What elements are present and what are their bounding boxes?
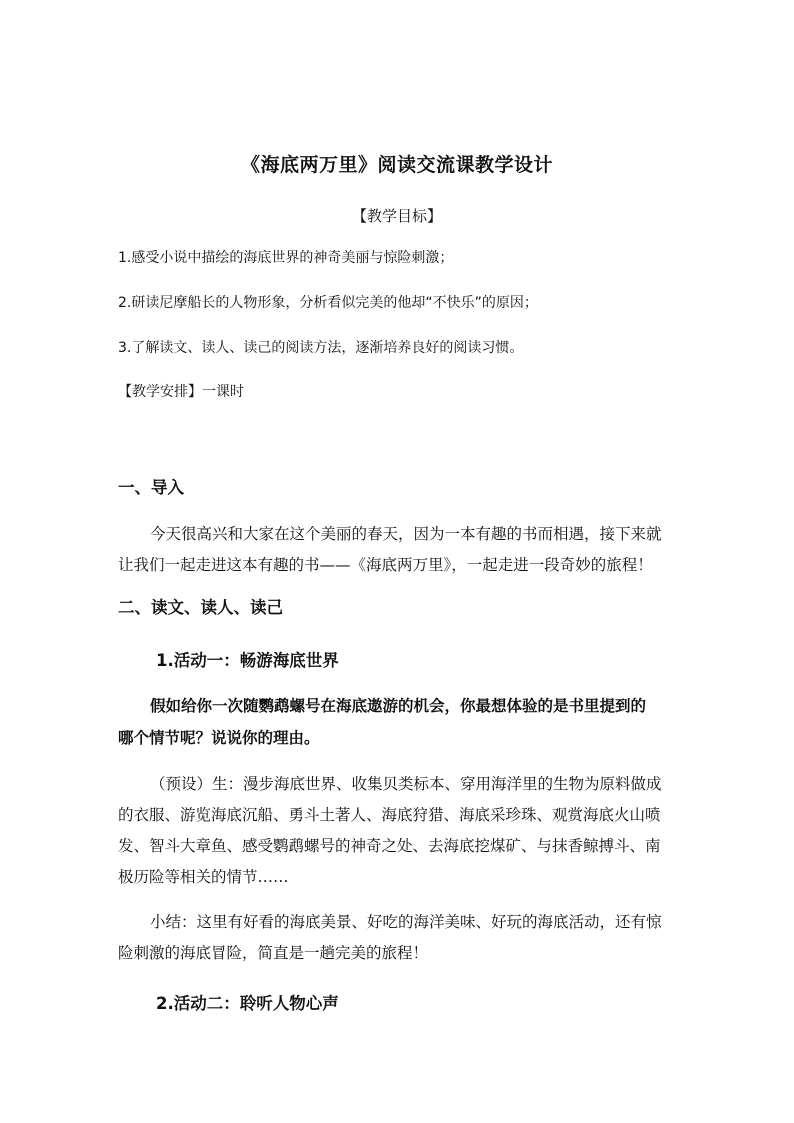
objective-item-3: 3.了解读文、读人、读己的阅读方法，逐渐培养良好的阅读习惯。 (118, 340, 524, 356)
section-heading-intro: 一、导入 (118, 478, 184, 497)
objective-item-1: 1.感受小说中描绘的海底世界的神奇美丽与惊险刺激； (118, 250, 454, 266)
section-heading-reading: 二、读文、读人、读己 (118, 598, 283, 617)
activity-1-question-line-2: 哪个情节呢？说说你的理由。 (118, 729, 320, 747)
activity-2-heading: 2.活动二：聆听人物心声 (156, 994, 339, 1013)
activity-1-heading: 1.活动一：畅游海底世界 (156, 651, 339, 670)
intro-paragraph-line-1: 今天很高兴和大家在这个美丽的春天，因为一本有趣的书而相遇，接下来就 (150, 525, 662, 543)
document-title: 《海底两万里》阅读交流课教学设计 (240, 154, 553, 176)
summary-line-2: 险刺激的海底冒险，简直是一趟完美的旅程！ (118, 944, 429, 962)
intro-paragraph-line-2: 让我们一起走进这本有趣的书——《海底两万里》，一起走进一段奇妙的旅程！ (118, 556, 653, 574)
objectives-heading: 【教学目标】 (351, 207, 442, 225)
activity-1-question-line-1: 假如给你一次随鹦鹉螺号在海底遨游的机会，你最想体验的是书里提到的 (150, 697, 647, 715)
preset-answer-line-4: 极历险等相关的情节…… (118, 868, 289, 886)
preset-answer-line-3: 发、智斗大章鱼、感受鹦鹉螺号的神奇之处、去海底挖煤矿、与抹香鲸搏斗、南 (118, 837, 661, 855)
summary-line-1: 小结：这里有好看的海底美景、好吃的海洋美味、好玩的海底活动，还有惊 (150, 913, 662, 931)
arrangement-line: 【教学安排】一课时 (118, 384, 244, 400)
preset-answer-line-2: 的衣服、游览海底沉船、勇斗土著人、海底狩猎、海底采珍珠、观赏海底火山喷 (118, 806, 661, 824)
preset-answer-line-1: （预设）生：漫步海底世界、收集贝类标本、穿用海洋里的生物为原料做成 (150, 775, 662, 793)
objective-item-2: 2.研读尼摩船长的人物形象，分析看似完美的他却“不快乐”的原因； (118, 295, 538, 311)
